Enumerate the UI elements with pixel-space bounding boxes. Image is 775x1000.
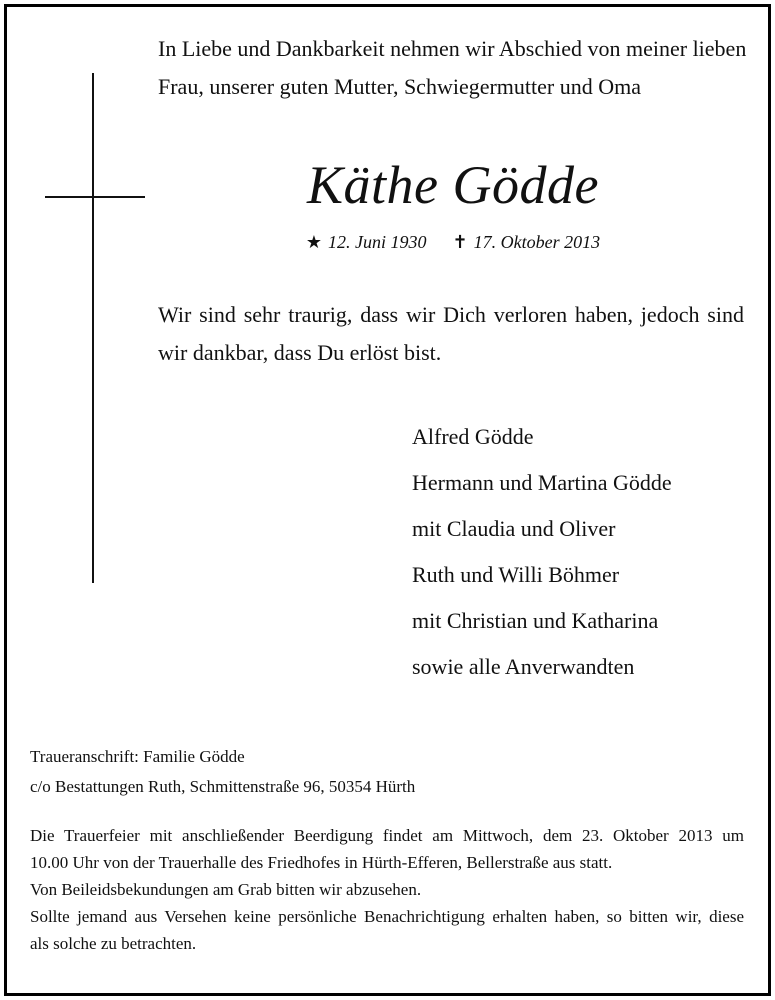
signers-list (412, 414, 752, 690)
mourning-address (30, 742, 750, 802)
intro-line-2: Frau, unserer guten Mutter, Schwiegermutter und Oma (158, 74, 641, 99)
notice-line-1: Die Trauerfeier mit anschließender Beerdigung findet am Mittwoch, dem 23. Oktober 2013 um (30, 826, 744, 845)
intro-text (158, 30, 748, 106)
intro-line-1: In Liebe und Dankbarkeit nehmen wir Abschied von meiner lieben (158, 36, 747, 61)
notice-line-3: Von Beileidsbekundungen am Grab bitten wir abzusehen. (30, 880, 422, 899)
notice-line-4: Sollte jemand aus Versehen keine persönliche Benachrichtigung erhalten haben, so bitten wir, diese (30, 907, 744, 926)
death-date: 17. Oktober 2013 (473, 232, 601, 252)
life-dates (158, 229, 748, 255)
signer-2: Hermann und Martina Gödde (412, 470, 672, 495)
birth-date: 12. Juni 1930 (328, 232, 427, 252)
address-line-2: c/o Bestattungen Ruth, Schmittenstraße 96, 50354 Hürth (30, 777, 416, 796)
cross-horizontal-bar (45, 196, 145, 198)
signer-5: mit Christian und Katharina (412, 608, 659, 633)
signer-1: Alfred Gödde (412, 424, 534, 449)
notice-line-5: als solche zu betrachten. (30, 934, 197, 953)
birth-star-icon: ★ (305, 232, 323, 252)
signer-3: mit Claudia und Oliver (412, 516, 616, 541)
funeral-notice (30, 822, 744, 957)
signer-4: Ruth und Willi Böhmer (412, 562, 620, 587)
address-line-1: Traueranschrift: Familie Gödde (30, 747, 245, 766)
signer-6: sowie alle Anverwandten (412, 654, 635, 679)
death-cross-icon: ✝ (452, 232, 468, 252)
cross-vertical-bar (92, 73, 94, 583)
deceased-name: Käthe Gödde (307, 155, 599, 215)
notice-line-2: 10.00 Uhr von der Trauerhalle des Friedhofes in Hürth-Efferen, Bellerstraße aus statt. (30, 853, 613, 872)
mourning-message: Wir sind sehr traurig, dass wir Dich verloren haben, jedoch sind wir dankbar, dass Du erlöst bist. (158, 302, 744, 365)
